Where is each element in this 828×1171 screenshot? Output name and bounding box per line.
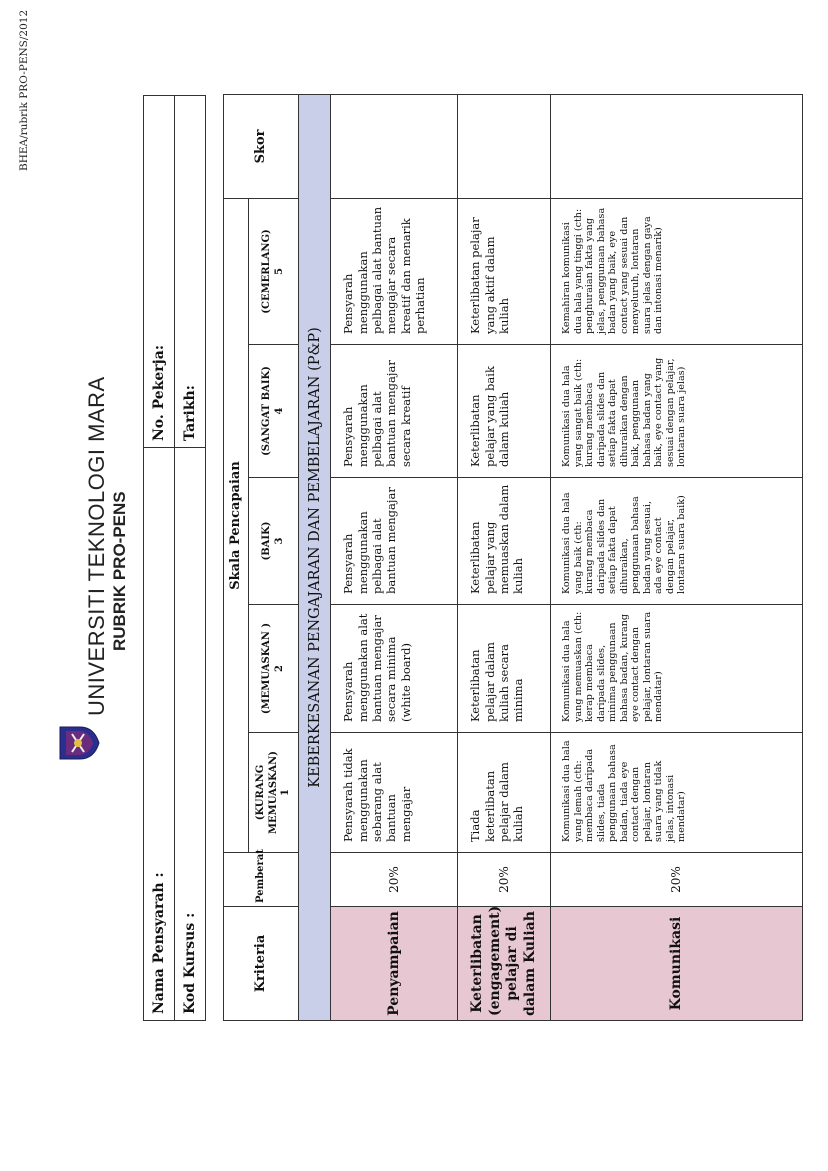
section-title: KEBERKESANAN PENGAJARAN DAN PEMBELAJARAN (P&P) (299, 94, 331, 1020)
descriptor-level-3: Keterlibatan pelajar yang memuaskan dalam kuliah (458, 478, 551, 605)
level-name: (MEMUASKAN ) (261, 622, 273, 715)
descriptor-level-3: Komunikasi dua hala yang baik (cth: kurang membaca daripada slides dan setiap fakta dapat dihuraikan, penggunaan bahasa badan yang sesuai, ada eye contact dengan pelajar, lontaran suara baik) (551, 478, 803, 605)
level-5-header (249, 198, 299, 344)
weight-cell: 20% (551, 853, 803, 907)
level-number: 1 (280, 789, 291, 796)
criterion-cell: Komunikasi (551, 907, 803, 1021)
descriptor-level-4: Komunikasi dua hala yang sangat baik (cth: kurang membaca daripada slides dan setiap fakta dapat dihuraikan dengan baik, penggunaan bahasa badan yang baik, eye contact yang sesuai dengan pelajar, lontaran suara jelas) (551, 345, 803, 478)
level-name: (BAIK) (261, 521, 273, 561)
criteria-header: Kriteria (224, 907, 299, 1021)
lecturer-info-table (143, 95, 206, 1021)
level-name: (CEMERLANG) (261, 229, 273, 314)
level-number: 5 (273, 267, 285, 275)
weight-cell: 20% (458, 853, 551, 907)
weight-header: Pemberat (224, 853, 299, 907)
descriptor-level-5: Pensyarah menggunakan pelbagai alat bantuan mengajar secara kreatif dan menarik perhatian (331, 198, 458, 344)
level-number: 3 (273, 537, 285, 545)
course-code-field: Kod Kursus : (175, 448, 206, 1021)
level-number: 4 (273, 407, 285, 415)
staff-number-field: No. Pekerja: (144, 96, 175, 448)
descriptor-level-4: Keterlibatan pelajar yang baik dalam kuliah (458, 345, 551, 478)
criterion-cell: Penyampaian (331, 907, 458, 1021)
score-cell[interactable] (551, 94, 803, 198)
descriptor-level-1: Komunikasi dua hala yang lemah (cth: membaca daripada slides, tiada penggunaan bahasa badan, tiada eye contact dengan pelajar, lontaran suara yang tidak jelas, intonasi mendatar) (551, 733, 803, 853)
rubric-row-keterlibatan (458, 94, 551, 1020)
descriptor-level-1: Pensyarah tidak menggunakan sebarang alat bantuan mengajar (331, 733, 458, 853)
score-cell[interactable] (331, 94, 458, 198)
level-4-header (249, 345, 299, 478)
descriptor-level-2: Pensyarah menggunakan alat bantuan mengajar secara minima (white board) (331, 605, 458, 733)
level-number: 2 (273, 665, 285, 672)
score-cell[interactable] (458, 94, 551, 198)
criterion-cell: Keterlibatan (engagement) pelajar di dalam Kuliah (458, 907, 551, 1021)
descriptor-level-5: Keterlibatan pelajar yang aktif dalam kuliah (458, 198, 551, 344)
score-header: Skor (224, 94, 299, 198)
uitm-logo-icon (58, 725, 100, 761)
university-name: UNIVERSITI TEKNOLOGI MARA (84, 376, 109, 716)
date-field: Tarikh: (175, 96, 206, 448)
document-reference: BHEA/rubrik PRO-PENS/2012 (18, 9, 30, 171)
level-2-header (249, 605, 299, 733)
descriptor-level-1: Tiada keterlibatan pelajar dalam kuliah (458, 733, 551, 853)
rubric-title: RUBRIK PRO-PENS (110, 491, 129, 651)
level-name: (KURANG MEMUASKAN) (255, 750, 279, 835)
descriptor-level-2: Komunikasi dua hala yang memuaskan (cth: kerap membaca daripada slides, minima penggunaan bahasa badan, kurang eye contact dengan pelajar, lontaran suara mendatar) (551, 605, 803, 733)
descriptor-level-2: Keterlibatan pelajar dalam kuliah secara minima (458, 605, 551, 733)
rubric-table (223, 94, 803, 1021)
scale-header: Skala Pencapaian (224, 198, 249, 852)
weight-cell: 20% (331, 853, 458, 907)
lecturer-name-field: Nama Pensyarah : (144, 448, 175, 1021)
level-3-header (249, 478, 299, 605)
level-1-header (249, 733, 299, 853)
level-name: (SANGAT BAIK) (261, 366, 273, 456)
rubric-row-penyampaian (331, 94, 458, 1020)
rubric-row-komunikasi (551, 94, 803, 1020)
descriptor-level-3: Pensyarah menggunakan pelbagai alat bantuan mengajar (331, 478, 458, 605)
descriptor-level-5: Kemahiran komunikasi dua hala yang tinggi (cth: penghuraian fakta yang jelas, penggunaan bahasa badan yang baik, eye contact yang sesuai dan menyeluruh, lontaran suara jelas dengan gaya dan intonasi menarik) (551, 198, 803, 344)
descriptor-level-4: Pensyarah menggunakan pelbagai alat bantuan mengajar secara kreatif (331, 345, 458, 478)
